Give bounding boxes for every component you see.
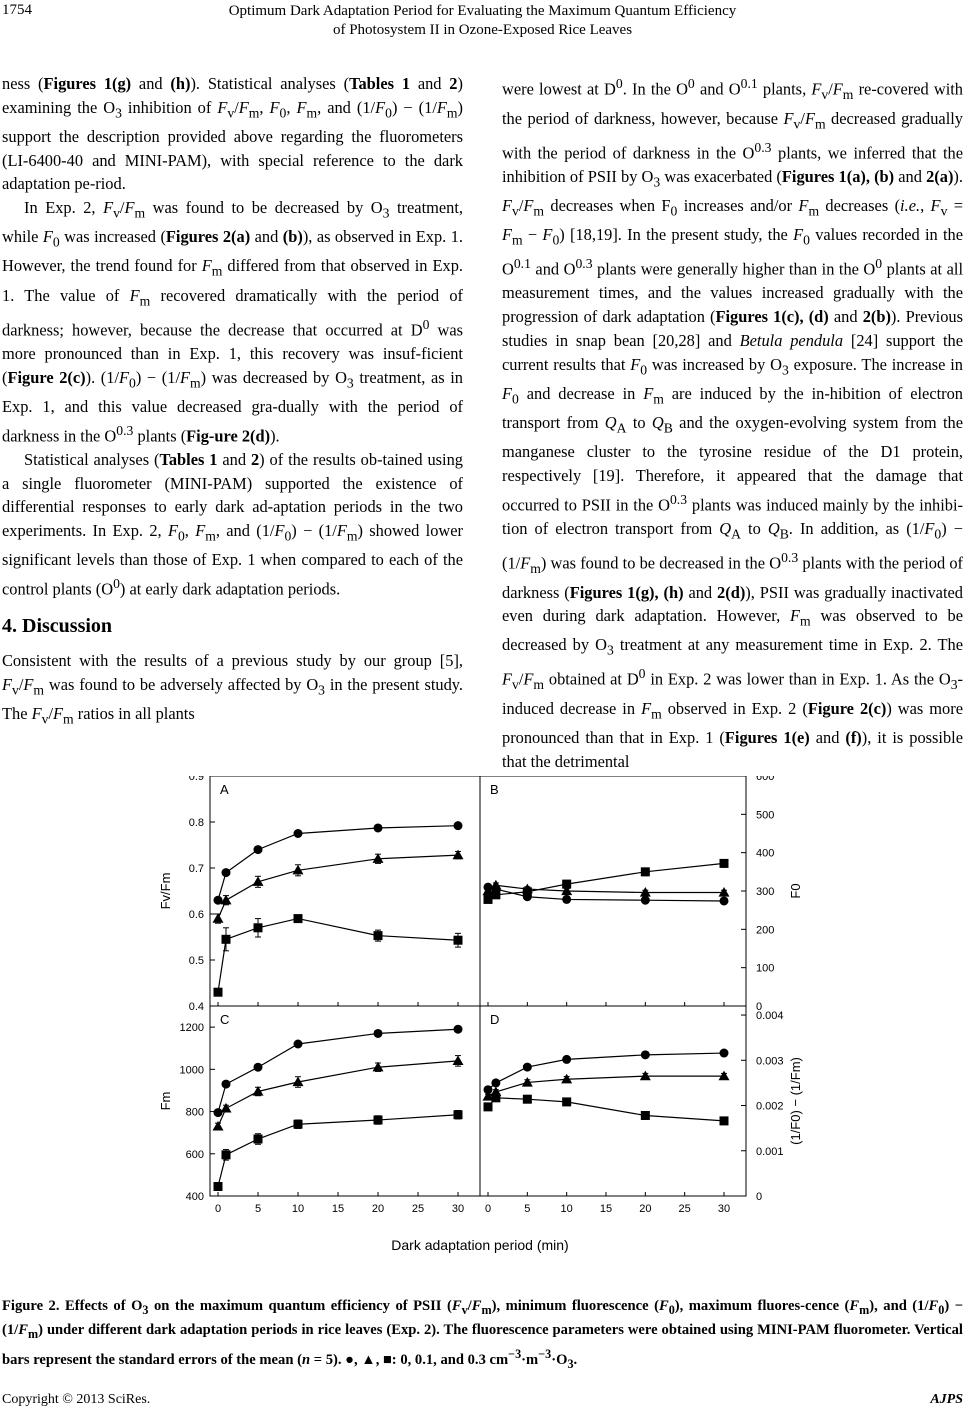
- copyright: Copyright © 2013 SciRes.: [2, 1392, 151, 1407]
- paragraph: ness (Figures 1(g) and (h)). Statistical analyses (Tables 1 and 2) examining the $O_3$ inhibition of $F_v/F_m$, $F_0$, $F_m$, and $(1/F_0) - (1/F_m)$ support the description provided above regarding the fluorometers (LI-6400-40 and MINI-PAM), with special reference to the dark adaptation pe-riod.: [2, 74, 463, 194]
- series-line-circle: [218, 826, 458, 901]
- x-tick-label: 10: [560, 1203, 573, 1215]
- data-point-square: [484, 1102, 493, 1111]
- x-tick-label: 25: [411, 1203, 425, 1215]
- data-point-triangle: [221, 1103, 232, 1113]
- section-heading: 4. Discussion: [2, 615, 113, 638]
- data-point-triangle: [640, 1071, 651, 1081]
- y-tick-label: 300: [756, 886, 775, 898]
- data-point-square: [523, 887, 532, 896]
- paragraph: In Exp. 2, $F_v/F_m$ was found to be decreased by $O_3$ treatment, while $F_0$ was increased (Figures 2(a) and (b)), as observed in Exp. 1. However, the trend found for $F_m$ differed from that observed in Exp. 1. The value of $F_m$ recovered dramatically with the period of darkness; however, because the decrease that occurred at $D^0$ was more pronounced than in Exp. 1, this recovery was insuf-ficient (Figure 2(c)). $(1/F_0) - (1/F_m)$ was decreased by $O_3$ treatment, as in Exp. 1, and this value decreased gra-dually with the period of darkness in the $O^{0.3}$ plants (Fig-ure 2(d)).: [2, 198, 463, 445]
- y-tick-label: 100: [756, 962, 775, 975]
- data-point-triangle: [213, 913, 224, 923]
- data-point-triangle: [453, 1055, 464, 1065]
- series-line-square: [218, 1115, 458, 1187]
- data-point-circle: [294, 1040, 303, 1049]
- data-point-circle: [720, 1049, 729, 1058]
- y-tick-label: 0: [756, 1001, 763, 1013]
- data-point-circle: [562, 1055, 571, 1064]
- data-point-square: [222, 1150, 231, 1159]
- data-point-triangle: [213, 1121, 224, 1131]
- running-title-line1: Optimum Dark Adaptation Period for Evaluating the Maximum Quantum Efficiency: [228, 3, 737, 19]
- data-point-triangle: [453, 850, 464, 860]
- paragraph: Statistical analyses (Tables 1 and 2) of the results ob-tained using a single fluorometer (MINI-PAM) supported the existence of differential responses to early dark ad-aptation periods in the two experiments. In Exp. 2, $F_0$, $F_m$, and $(1/F_0) - (1/F_m)$ showed lower significant levels than those of Exp. 1 when compared to each of the control plants $(O^0)$ at early dark adaptation periods.: [2, 449, 463, 599]
- data-point-circle: [491, 1078, 500, 1087]
- data-point-square: [720, 1116, 729, 1125]
- data-point-square: [491, 890, 500, 899]
- data-point-triangle: [490, 880, 501, 890]
- panel-letter-a: A: [220, 782, 229, 797]
- data-point-square: [641, 867, 650, 876]
- data-point-triangle: [719, 887, 730, 897]
- running-title: [120, 2, 845, 40]
- data-point-circle: [720, 896, 729, 905]
- panel-letter-c: C: [220, 1012, 230, 1027]
- x-tick-label: 30: [717, 1203, 731, 1215]
- x-axis-label: Dark adaptation period (min): [391, 1237, 569, 1253]
- data-point-square: [254, 923, 263, 932]
- data-point-square: [294, 914, 303, 923]
- page-number: 1754: [2, 2, 32, 18]
- data-point-circle: [254, 1063, 263, 1072]
- data-point-square: [214, 1182, 223, 1191]
- x-tick-label: 0: [484, 1203, 492, 1215]
- data-point-circle: [214, 1108, 223, 1117]
- data-point-circle: [254, 845, 263, 854]
- data-point-square: [523, 1095, 532, 1104]
- y-tick-label: 0.6: [188, 909, 204, 921]
- y-axis-label-a: Fv/Fm: [158, 872, 173, 910]
- x-tick-label: 5: [254, 1203, 262, 1215]
- figure-caption: Figure 2. Effects of $O_3$ on the maximum quantum efficiency of PSII $(F_v/F_m)$, minimum fluorescence $(F_0)$, maximum fluores-cence $(F_m)$, and $(1/F_0) - (1/F_m)$ under different dark adaptation periods in rice leaves (Exp. 2). The fluorescence parameters were obtained using MINI-PAM fluorometer. Vertical bars represent the standard errors of the mean (n = 5). ●, ▲, ■: 0, 0.1, and 0.3 $cm^{-3}\cdot m^{-3}\cdot O_3$.: [2, 1298, 964, 1371]
- data-point-circle: [641, 1050, 650, 1059]
- data-point-square: [641, 1111, 650, 1120]
- data-point-circle: [374, 1029, 383, 1038]
- y-tick-label: 0.4: [188, 1001, 204, 1013]
- series-line-triangle: [218, 855, 458, 918]
- x-tick-label: 20: [639, 1203, 652, 1215]
- y-tick-label: 400: [756, 847, 775, 860]
- running-title-line2: of Photosystem II in Ozone-Exposed Rice Leaves: [332, 22, 633, 38]
- data-point-square: [562, 880, 571, 889]
- x-tick-label: 20: [371, 1203, 385, 1215]
- y-tick-label: 200: [756, 924, 775, 937]
- figure-2: [150, 776, 810, 1271]
- y-tick-label: 0.8: [188, 817, 204, 829]
- y-tick-label: 500: [756, 809, 775, 822]
- y-axis-label-c: Fm: [158, 1091, 173, 1111]
- data-point-circle: [222, 868, 231, 877]
- x-tick-label: 10: [291, 1203, 305, 1215]
- data-point-triangle: [640, 887, 651, 897]
- data-point-square: [454, 1110, 463, 1119]
- y-tick-label: 0.003: [756, 1055, 784, 1068]
- data-point-square: [720, 859, 729, 868]
- x-tick-label: 15: [331, 1203, 345, 1215]
- data-point-circle: [454, 1025, 463, 1034]
- data-point-square: [254, 1135, 263, 1144]
- x-tick-label: 5: [524, 1203, 531, 1215]
- y-tick-label: 600: [185, 1148, 204, 1161]
- y-tick-label: 0.004: [756, 1010, 784, 1023]
- y-axis-label-d: (1/F0) − (1/Fm): [788, 1057, 803, 1145]
- left-column: [2, 72, 463, 731]
- data-point-square: [562, 1097, 571, 1106]
- data-point-square: [222, 935, 231, 944]
- paragraph: were lowest at $D^0$. In the $O^0$ and $O^{0.1}$ plants, $F_v/F_m$ re-covered with the period of darkness, however, because $F_v/F_m$ decreased gradually with the period of darkness in the $O^{0.3}$ plants, we inferred that the inhibition of PSII by $O_3$ was exacerbated (Figures 1(a), (b) and 2(a)). $F_v/F_m$ decreases when $F_0$ increases and/or $F_m$ decreases (i.e., $F_v = F_m - F_0$) [18,19]. In the present study, the $F_0$ values recorded in the $O^{0.1}$ and $O^{0.3}$ plants were generally higher than in the $O^0$ plants at all measurement times, and the values increased gradually with the progression of dark adaptation (Figures 1(c), (d) and 2(b)). Previous studies in snap bean [20,28] and Betula pendula [24] support the current results that $F_0$ was increased by $O_3$ exposure. The increase in $F_0$ and decrease in $F_m$ are induced by the in-hibition of electron transport from $Q_A$ to $Q_B$ and the oxygen-evolving system from the manganese cluster to the tyrosine residue of the D1 protein, respectively [19]. Therefore, it appeared that the damage that occurred to PSII in the $O^{0.3}$ plants was induced mainly by the inhibi-tion of electron transport from $Q_A$ to $Q_B$. In addition, as $(1/F_0) - (1/F_m)$ was found to be decreased in the $O^{0.3}$ plants with the period of darkness (Figures 1(g), (h) and 2(d)), PSII was gradually inactivated even during dark adaptation. However, $F_m$ was observed to be decreased by $O_3$ treatment at any measurement time in Exp. 2. The $F_v/F_m$ obtained at $D^0$ in Exp. 2 was lower than in Exp. 1. As the $O_3$-induced decrease in $F_m$ observed in Exp. 2 (Figure 2(c)) was more pronounced than that in Exp. 1 (Figures 1(e) and (f)), it is possible that the detrimental: [502, 76, 964, 771]
- data-point-circle: [374, 823, 383, 832]
- data-point-square: [491, 1093, 500, 1102]
- y-tick-label: 1200: [179, 1022, 204, 1035]
- data-point-circle: [294, 829, 303, 838]
- y-axis-label-b: F0: [788, 883, 803, 899]
- x-tick-label: 25: [678, 1203, 691, 1215]
- y-tick-label: 0.5: [188, 955, 204, 967]
- panel-letter-d: D: [490, 1012, 500, 1027]
- journal-name: AJPS: [930, 1392, 963, 1407]
- y-tick-label: 400: [185, 1191, 204, 1203]
- right-column: [502, 72, 963, 774]
- y-tick-label: 0: [756, 1191, 763, 1203]
- x-tick-label: 15: [599, 1203, 613, 1215]
- data-point-triangle: [719, 1071, 730, 1081]
- panel-letter-b: B: [490, 782, 499, 797]
- y-tick-label: 600: [756, 776, 775, 783]
- figure-2-chart: [150, 776, 810, 1266]
- data-point-circle: [641, 896, 650, 905]
- y-tick-label: 0.002: [756, 1100, 784, 1113]
- data-point-square: [484, 895, 493, 904]
- figure-frame: [210, 776, 746, 1196]
- data-point-circle: [222, 1080, 231, 1089]
- data-point-circle: [562, 895, 571, 904]
- y-tick-label: 0.7: [188, 863, 204, 875]
- data-point-square: [294, 1120, 303, 1129]
- y-tick-label: 1000: [179, 1064, 204, 1077]
- data-point-square: [374, 931, 383, 940]
- x-tick-label: 30: [451, 1203, 465, 1215]
- x-tick-label: 0: [214, 1203, 222, 1215]
- data-point-circle: [454, 821, 463, 830]
- series-line-circle: [218, 1029, 458, 1112]
- y-tick-label: 0.001: [756, 1145, 784, 1158]
- data-point-square: [374, 1116, 383, 1125]
- data-point-square: [214, 988, 223, 997]
- data-point-square: [454, 936, 463, 945]
- y-tick-label: 0.9: [188, 776, 204, 783]
- paragraph: Consistent with the results of a previous study by our group [5], $F_v/F_m$ was found to be adversely affected by $O_3$ in the present study. The $F_v/F_m$ ratios in all plants: [2, 651, 463, 727]
- data-point-circle: [523, 1063, 532, 1072]
- y-tick-label: 800: [185, 1106, 204, 1119]
